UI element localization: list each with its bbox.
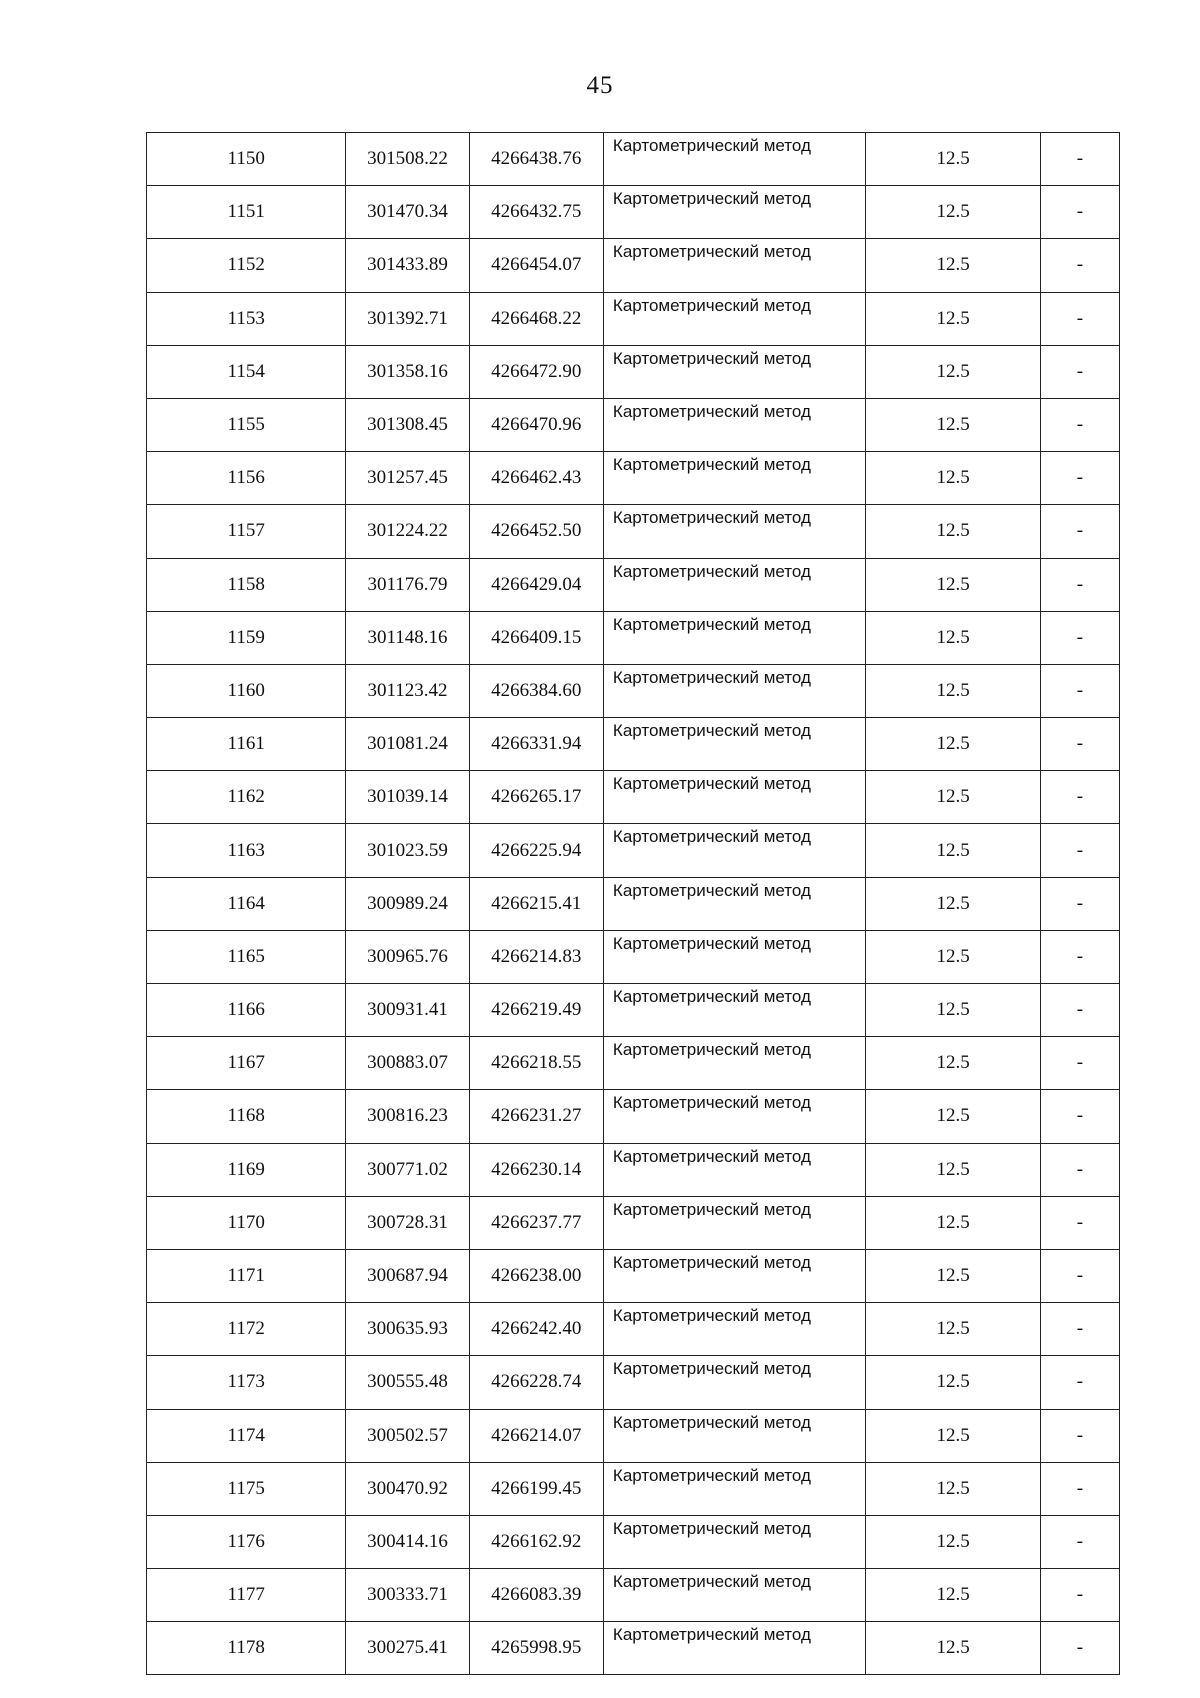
x-coordinate-cell: 300883.07 [346, 1037, 469, 1090]
method-cell: Картометрический метод [603, 771, 866, 824]
accuracy-cell: 12.5 [866, 1090, 1040, 1143]
note-cell: - [1040, 1303, 1119, 1356]
note-cell: - [1040, 558, 1119, 611]
x-coordinate-cell: 300333.71 [346, 1569, 469, 1622]
accuracy-cell: 12.5 [866, 186, 1040, 239]
method-cell: Картометрический метод [603, 558, 866, 611]
y-coordinate-cell: 4266384.60 [469, 664, 603, 717]
point-number-cell: 1157 [147, 505, 346, 558]
point-number-cell: 1170 [147, 1196, 346, 1249]
note-cell: - [1040, 664, 1119, 717]
method-cell: Картометрический метод [603, 1356, 866, 1409]
method-cell: Картометрический метод [603, 1249, 866, 1302]
note-cell: - [1040, 398, 1119, 451]
point-number-cell: 1161 [147, 718, 346, 771]
table-row [147, 1037, 1120, 1090]
note-cell: - [1040, 452, 1119, 505]
method-cell: Картометрический метод [603, 1143, 866, 1196]
table-row [147, 1249, 1120, 1302]
point-number-cell: 1172 [147, 1303, 346, 1356]
table-row [147, 452, 1120, 505]
method-cell: Картометрический метод [603, 1622, 866, 1675]
point-number-cell: 1174 [147, 1409, 346, 1462]
method-cell: Картометрический метод [603, 718, 866, 771]
x-coordinate-cell: 300414.16 [346, 1515, 469, 1568]
y-coordinate-cell: 4266438.76 [469, 133, 603, 186]
x-coordinate-cell: 301123.42 [346, 664, 469, 717]
y-coordinate-cell: 4266429.04 [469, 558, 603, 611]
table-row [147, 877, 1120, 930]
y-coordinate-cell: 4266214.07 [469, 1409, 603, 1462]
table-row [147, 398, 1120, 451]
method-cell: Картометрический метод [603, 1409, 866, 1462]
note-cell: - [1040, 1196, 1119, 1249]
method-cell: Картометрический метод [603, 824, 866, 877]
coordinates-table [146, 132, 1120, 1675]
note-cell: - [1040, 718, 1119, 771]
method-cell: Картометрический метод [603, 452, 866, 505]
y-coordinate-cell: 4266237.77 [469, 1196, 603, 1249]
accuracy-cell: 12.5 [866, 558, 1040, 611]
table-row [147, 1409, 1120, 1462]
x-coordinate-cell: 301470.34 [346, 186, 469, 239]
table-row [147, 824, 1120, 877]
note-cell: - [1040, 1143, 1119, 1196]
x-coordinate-cell: 301358.16 [346, 345, 469, 398]
table-row [147, 505, 1120, 558]
accuracy-cell: 12.5 [866, 292, 1040, 345]
accuracy-cell: 12.5 [866, 984, 1040, 1037]
point-number-cell: 1166 [147, 984, 346, 1037]
accuracy-cell: 12.5 [866, 1515, 1040, 1568]
table-row [147, 1143, 1120, 1196]
method-cell: Картометрический метод [603, 1037, 866, 1090]
method-cell: Картометрический метод [603, 1462, 866, 1515]
y-coordinate-cell: 4266218.55 [469, 1037, 603, 1090]
accuracy-cell: 12.5 [866, 133, 1040, 186]
x-coordinate-cell: 300555.48 [346, 1356, 469, 1409]
table-row [147, 558, 1120, 611]
accuracy-cell: 12.5 [866, 1143, 1040, 1196]
x-coordinate-cell: 300635.93 [346, 1303, 469, 1356]
note-cell: - [1040, 1462, 1119, 1515]
y-coordinate-cell: 4265998.95 [469, 1622, 603, 1675]
y-coordinate-cell: 4266432.75 [469, 186, 603, 239]
x-coordinate-cell: 301433.89 [346, 239, 469, 292]
y-coordinate-cell: 4266228.74 [469, 1356, 603, 1409]
y-coordinate-cell: 4266462.43 [469, 452, 603, 505]
point-number-cell: 1168 [147, 1090, 346, 1143]
point-number-cell: 1160 [147, 664, 346, 717]
note-cell: - [1040, 1356, 1119, 1409]
note-cell: - [1040, 771, 1119, 824]
accuracy-cell: 12.5 [866, 611, 1040, 664]
y-coordinate-cell: 4266470.96 [469, 398, 603, 451]
method-cell: Картометрический метод [603, 1569, 866, 1622]
y-coordinate-cell: 4266331.94 [469, 718, 603, 771]
x-coordinate-cell: 301039.14 [346, 771, 469, 824]
page-number: 45 [586, 72, 614, 99]
point-number-cell: 1163 [147, 824, 346, 877]
method-cell: Картометрический метод [603, 505, 866, 558]
accuracy-cell: 12.5 [866, 1462, 1040, 1515]
x-coordinate-cell: 301257.45 [346, 452, 469, 505]
note-cell: - [1040, 1249, 1119, 1302]
note-cell: - [1040, 611, 1119, 664]
point-number-cell: 1155 [147, 398, 346, 451]
x-coordinate-cell: 301176.79 [346, 558, 469, 611]
y-coordinate-cell: 4266265.17 [469, 771, 603, 824]
note-cell: - [1040, 930, 1119, 983]
table-row [147, 345, 1120, 398]
point-number-cell: 1156 [147, 452, 346, 505]
table-row [147, 664, 1120, 717]
y-coordinate-cell: 4266162.92 [469, 1515, 603, 1568]
x-coordinate-cell: 300931.41 [346, 984, 469, 1037]
point-number-cell: 1165 [147, 930, 346, 983]
point-number-cell: 1158 [147, 558, 346, 611]
method-cell: Картометрический метод [603, 1303, 866, 1356]
table-row [147, 1090, 1120, 1143]
accuracy-cell: 12.5 [866, 1303, 1040, 1356]
note-cell: - [1040, 133, 1119, 186]
method-cell: Картометрический метод [603, 186, 866, 239]
y-coordinate-cell: 4266230.14 [469, 1143, 603, 1196]
note-cell: - [1040, 239, 1119, 292]
point-number-cell: 1169 [147, 1143, 346, 1196]
x-coordinate-cell: 301508.22 [346, 133, 469, 186]
table-row [147, 1303, 1120, 1356]
y-coordinate-cell: 4266468.22 [469, 292, 603, 345]
y-coordinate-cell: 4266214.83 [469, 930, 603, 983]
method-cell: Картометрический метод [603, 877, 866, 930]
point-number-cell: 1162 [147, 771, 346, 824]
note-cell: - [1040, 345, 1119, 398]
x-coordinate-cell: 300502.57 [346, 1409, 469, 1462]
accuracy-cell: 12.5 [866, 345, 1040, 398]
method-cell: Картометрический метод [603, 664, 866, 717]
accuracy-cell: 12.5 [866, 1569, 1040, 1622]
note-cell: - [1040, 505, 1119, 558]
method-cell: Картометрический метод [603, 239, 866, 292]
accuracy-cell: 12.5 [866, 1356, 1040, 1409]
point-number-cell: 1159 [147, 611, 346, 664]
note-cell: - [1040, 1090, 1119, 1143]
x-coordinate-cell: 300816.23 [346, 1090, 469, 1143]
note-cell: - [1040, 877, 1119, 930]
y-coordinate-cell: 4266454.07 [469, 239, 603, 292]
accuracy-cell: 12.5 [866, 505, 1040, 558]
note-cell: - [1040, 1569, 1119, 1622]
method-cell: Картометрический метод [603, 1515, 866, 1568]
table-row [147, 1622, 1120, 1675]
table-row [147, 292, 1120, 345]
y-coordinate-cell: 4266238.00 [469, 1249, 603, 1302]
note-cell: - [1040, 1622, 1119, 1675]
x-coordinate-cell: 301392.71 [346, 292, 469, 345]
accuracy-cell: 12.5 [866, 824, 1040, 877]
table-row [147, 1515, 1120, 1568]
method-cell: Картометрический метод [603, 345, 866, 398]
note-cell: - [1040, 984, 1119, 1037]
x-coordinate-cell: 300687.94 [346, 1249, 469, 1302]
point-number-cell: 1151 [147, 186, 346, 239]
accuracy-cell: 12.5 [866, 239, 1040, 292]
y-coordinate-cell: 4266083.39 [469, 1569, 603, 1622]
point-number-cell: 1153 [147, 292, 346, 345]
accuracy-cell: 12.5 [866, 1409, 1040, 1462]
accuracy-cell: 12.5 [866, 1249, 1040, 1302]
note-cell: - [1040, 1515, 1119, 1568]
table-row [147, 771, 1120, 824]
point-number-cell: 1152 [147, 239, 346, 292]
y-coordinate-cell: 4266199.45 [469, 1462, 603, 1515]
point-number-cell: 1171 [147, 1249, 346, 1302]
accuracy-cell: 12.5 [866, 771, 1040, 824]
note-cell: - [1040, 824, 1119, 877]
method-cell: Картометрический метод [603, 930, 866, 983]
point-number-cell: 1164 [147, 877, 346, 930]
x-coordinate-cell: 300771.02 [346, 1143, 469, 1196]
table-row [147, 718, 1120, 771]
point-number-cell: 1175 [147, 1462, 346, 1515]
point-number-cell: 1173 [147, 1356, 346, 1409]
point-number-cell: 1178 [147, 1622, 346, 1675]
x-coordinate-cell: 301148.16 [346, 611, 469, 664]
method-cell: Картометрический метод [603, 133, 866, 186]
y-coordinate-cell: 4266409.15 [469, 611, 603, 664]
point-number-cell: 1176 [147, 1515, 346, 1568]
table-row [147, 1196, 1120, 1249]
accuracy-cell: 12.5 [866, 452, 1040, 505]
accuracy-cell: 12.5 [866, 877, 1040, 930]
x-coordinate-cell: 301224.22 [346, 505, 469, 558]
table-row [147, 930, 1120, 983]
note-cell: - [1040, 1037, 1119, 1090]
x-coordinate-cell: 300470.92 [346, 1462, 469, 1515]
accuracy-cell: 12.5 [866, 1622, 1040, 1675]
x-coordinate-cell: 300989.24 [346, 877, 469, 930]
table-row [147, 186, 1120, 239]
method-cell: Картометрический метод [603, 398, 866, 451]
accuracy-cell: 12.5 [866, 1037, 1040, 1090]
y-coordinate-cell: 4266215.41 [469, 877, 603, 930]
note-cell: - [1040, 186, 1119, 239]
table-row [147, 984, 1120, 1037]
x-coordinate-cell: 301308.45 [346, 398, 469, 451]
note-cell: - [1040, 1409, 1119, 1462]
y-coordinate-cell: 4266242.40 [469, 1303, 603, 1356]
x-coordinate-cell: 300728.31 [346, 1196, 469, 1249]
table-row [147, 1569, 1120, 1622]
point-number-cell: 1154 [147, 345, 346, 398]
accuracy-cell: 12.5 [866, 930, 1040, 983]
table-row [147, 1356, 1120, 1409]
method-cell: Картометрический метод [603, 1196, 866, 1249]
y-coordinate-cell: 4266452.50 [469, 505, 603, 558]
y-coordinate-cell: 4266219.49 [469, 984, 603, 1037]
x-coordinate-cell: 300275.41 [346, 1622, 469, 1675]
x-coordinate-cell: 301023.59 [346, 824, 469, 877]
x-coordinate-cell: 301081.24 [346, 718, 469, 771]
method-cell: Картометрический метод [603, 984, 866, 1037]
y-coordinate-cell: 4266472.90 [469, 345, 603, 398]
accuracy-cell: 12.5 [866, 718, 1040, 771]
table-row [147, 1462, 1120, 1515]
accuracy-cell: 12.5 [866, 398, 1040, 451]
point-number-cell: 1150 [147, 133, 346, 186]
y-coordinate-cell: 4266225.94 [469, 824, 603, 877]
note-cell: - [1040, 292, 1119, 345]
table-row [147, 611, 1120, 664]
x-coordinate-cell: 300965.76 [346, 930, 469, 983]
point-number-cell: 1177 [147, 1569, 346, 1622]
method-cell: Картометрический метод [603, 1090, 866, 1143]
method-cell: Картометрический метод [603, 611, 866, 664]
coordinates-table-body [147, 133, 1120, 1675]
table-row [147, 133, 1120, 186]
accuracy-cell: 12.5 [866, 664, 1040, 717]
accuracy-cell: 12.5 [866, 1196, 1040, 1249]
table-row [147, 239, 1120, 292]
y-coordinate-cell: 4266231.27 [469, 1090, 603, 1143]
point-number-cell: 1167 [147, 1037, 346, 1090]
method-cell: Картометрический метод [603, 292, 866, 345]
